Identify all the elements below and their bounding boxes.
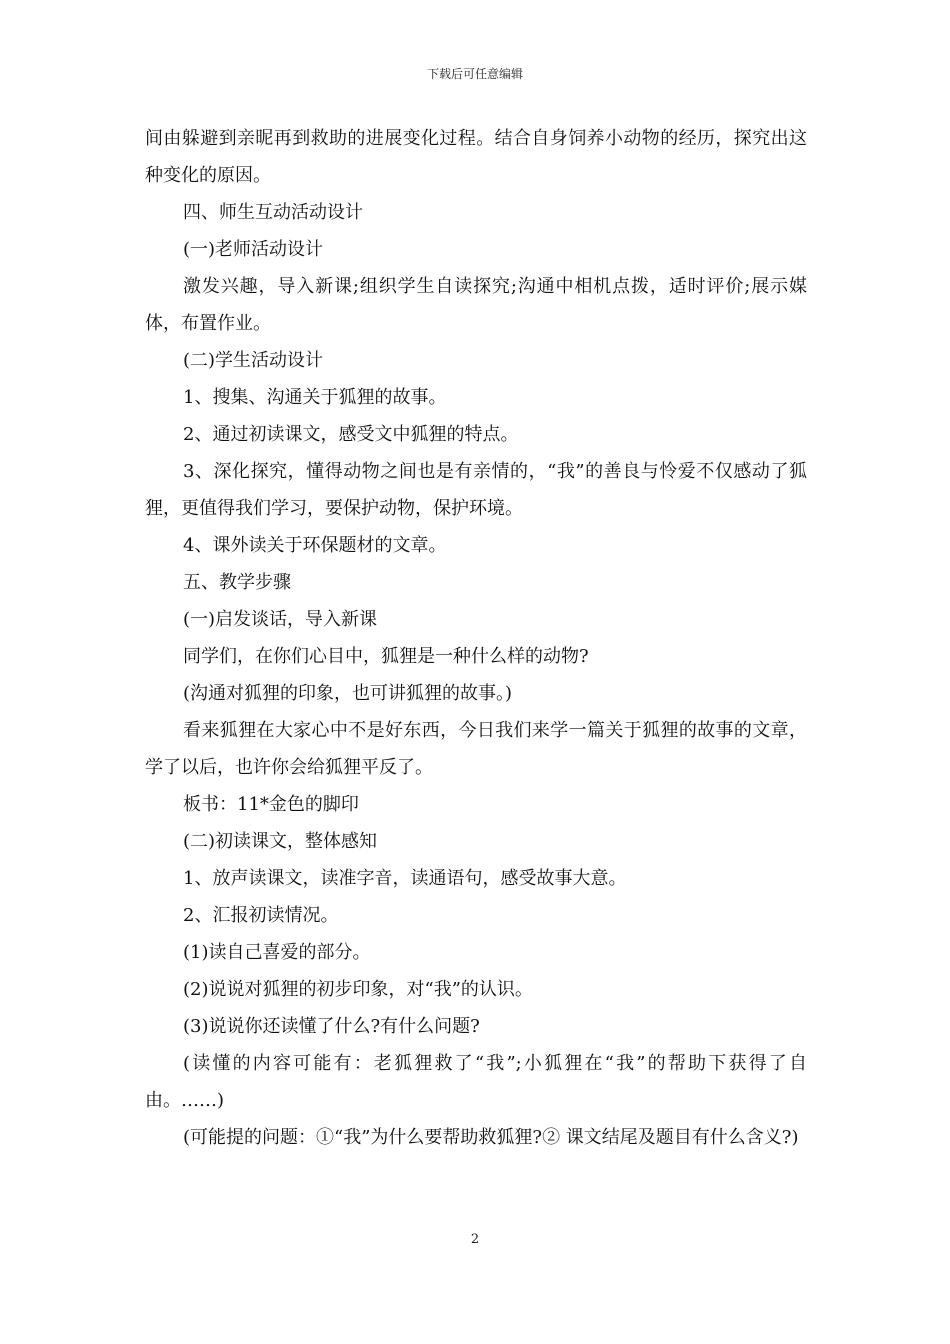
document-body [145, 120, 807, 1156]
subsection-heading: (一)启发谈话，导入新课 [183, 609, 378, 630]
page-number: 2 [470, 1232, 480, 1247]
paragraph: (可能提的问题：①“我”为什么要帮助救狐狸?② 课文结尾及题目有什么含义?) [183, 1127, 799, 1148]
list-item: 2、通过初读课文，感受文中狐狸的特点。 [183, 424, 519, 445]
section-heading: 四、师生互动活动设计 [183, 202, 363, 223]
list-item: 1、搜集、沟通关于狐狸的故事。 [183, 387, 447, 408]
subsection-heading: (一)老师活动设计 [183, 239, 324, 260]
paragraph: (沟通对狐狸的印象，也可讲狐狸的故事。) [183, 683, 513, 704]
section-heading: 五、教学步骤 [183, 572, 291, 593]
paragraph: 间由躲避到亲昵再到救助的进展变化过程。结合自身饲养小动物的经历，探究出这种变化的原因。 [145, 128, 807, 186]
paragraph: 板书：11*金色的脚印 [183, 794, 359, 815]
paragraph: 同学们，在你们心目中，狐狸是一种什么样的动物? [183, 646, 589, 667]
page-header: 下载后可任意编辑 [426, 67, 523, 81]
list-item: 4、课外读关于环保题材的文章。 [183, 535, 447, 556]
paragraph: 激发兴趣，导入新课;组织学生自读探究;沟通中相机点拨，适时评价;展示媒体，布置作业。 [145, 276, 807, 334]
subsection-heading: (二)学生活动设计 [183, 350, 324, 371]
list-item: 1、放声读课文，读准字音，读通语句，感受故事大意。 [183, 868, 627, 889]
list-item: (1)读自己喜爱的部分。 [183, 942, 371, 963]
paragraph: (读懂的内容可能有：老狐狸救了“我”;小狐狸在“我”的帮助下获得了自由。……) [145, 1053, 807, 1111]
list-item: (3)说说你还读懂了什么?有什么问题? [183, 1016, 480, 1037]
subsection-heading: (二)初读课文，整体感知 [183, 831, 378, 852]
paragraph: 看来狐狸在大家心中不是好东西，今日我们来学一篇关于狐狸的故事的文章，学了以后，也许你会给狐狸平反了。 [145, 720, 807, 778]
list-item: 3、深化探究，懂得动物之间也是有亲情的，“我”的善良与怜爱不仅感动了狐狸，更值得我们学习，要保护动物，保护环境。 [145, 461, 807, 519]
list-item: 2、汇报初读情况。 [183, 905, 339, 926]
list-item: (2)说说对狐狸的初步印象，对“我”的认识。 [183, 979, 533, 1000]
